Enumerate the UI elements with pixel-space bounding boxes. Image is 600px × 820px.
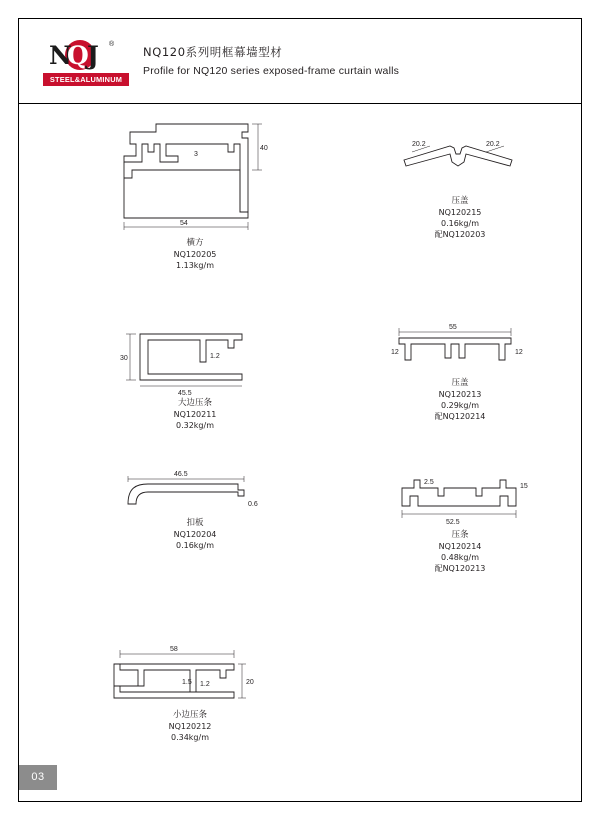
- caption-name-nq120204: 扣板: [186, 518, 204, 528]
- caption-code-nq120205: NQ120205: [173, 250, 217, 259]
- caption-code-nq120204: NQ120204: [173, 530, 217, 539]
- caption-weight-nq120215: 0.16kg/m: [440, 219, 479, 228]
- logo-letter-3: J: [87, 41, 98, 70]
- dim-width-nq120212: 58: [170, 646, 178, 653]
- figure-nq120204: [110, 470, 280, 551]
- dim-height-nq120211: 30: [120, 355, 128, 362]
- caption-name-nq120205: 横方: [186, 238, 204, 248]
- dim-thickness-nq120212: 1.2: [200, 681, 210, 688]
- drawing-nq120211: [110, 318, 280, 398]
- drawing-nq120213: [385, 318, 535, 378]
- caption-nq120212: [100, 710, 280, 743]
- caption-match-nq120214: 配NQ120213: [434, 564, 486, 573]
- drawing-nq120215: [390, 140, 530, 196]
- caption-code-nq120211: NQ120211: [173, 410, 217, 419]
- drawing-nq120214: [380, 470, 540, 530]
- caption-name-nq120215: 压盖: [451, 196, 469, 206]
- caption-weight-nq120204: 0.16kg/m: [175, 541, 214, 550]
- dim-left-nq120214: 2.5: [424, 479, 434, 486]
- dim-inner-nq120205: 3: [194, 151, 198, 158]
- figure-nq120215: [390, 140, 530, 240]
- caption-code-nq120215: NQ120215: [438, 208, 482, 217]
- dim-inner-nq120212: 1.5: [182, 679, 192, 686]
- logo-trademark-symbol: ®: [109, 41, 115, 48]
- caption-code-nq120214: NQ120214: [438, 542, 482, 551]
- dim-height-nq120212: 20: [246, 679, 254, 686]
- figure-nq120212: [100, 640, 280, 743]
- drawing-nq120212: [100, 640, 280, 710]
- figure-nq120205: [110, 118, 280, 271]
- caption-nq120211: [110, 398, 280, 431]
- dim-right-nq120214: 15: [520, 483, 528, 490]
- caption-nq120215: [390, 196, 530, 240]
- caption-nq120213: [385, 378, 535, 422]
- dim-width-nq120214: 52.5: [446, 519, 460, 526]
- dim-left-nq120213: 12: [391, 349, 399, 356]
- dim-right-nq120213: 12: [515, 349, 523, 356]
- caption-match-nq120215: 配NQ120203: [434, 230, 486, 239]
- page-title-en: Profile for NQ120 series exposed-frame curtain walls: [143, 65, 400, 77]
- brand-logo: [43, 39, 129, 87]
- dim-thickness-nq120211: 1.2: [210, 353, 220, 360]
- dim-height-nq120205: 40: [260, 145, 268, 152]
- caption-code-nq120212: NQ120212: [168, 722, 212, 731]
- page-number: 03: [19, 765, 57, 790]
- logo-letter-1: N: [49, 41, 71, 70]
- caption-nq120214: [380, 530, 540, 574]
- caption-code-nq120213: NQ120213: [438, 390, 482, 399]
- dim-height-nq120204: 0.6: [248, 501, 258, 508]
- dim-left-nq120215: 20.2: [412, 141, 426, 148]
- caption-weight-nq120214: 0.48kg/m: [440, 553, 479, 562]
- caption-name-nq120211: 大边压条: [177, 398, 212, 408]
- figure-nq120214: [380, 470, 540, 574]
- dim-width-nq120204: 46.5: [174, 471, 188, 478]
- logo-mark-icon: [49, 39, 115, 73]
- caption-weight-nq120213: 0.29kg/m: [440, 401, 479, 410]
- dim-right-nq120215: 20.2: [486, 141, 500, 148]
- figure-nq120213: [385, 318, 535, 422]
- caption-name-nq120214: 压条: [451, 530, 469, 540]
- page-header: [19, 19, 581, 104]
- dim-width-nq120205: 54: [180, 220, 188, 227]
- logo-letter-2: Q: [67, 41, 88, 70]
- dim-width-nq120213: 55: [449, 324, 457, 331]
- caption-nq120205: [110, 238, 280, 271]
- caption-weight-nq120205: 1.13kg/m: [175, 261, 214, 270]
- figure-nq120211: [110, 318, 280, 431]
- dim-width-nq120211: 45.5: [178, 390, 192, 397]
- caption-weight-nq120212: 0.34kg/m: [170, 733, 209, 742]
- caption-name-nq120212: 小边压条: [172, 710, 207, 720]
- drawing-nq120204: [110, 470, 280, 520]
- caption-match-nq120213: 配NQ120214: [434, 412, 486, 421]
- caption-name-nq120213: 压盖: [451, 378, 469, 388]
- page-title-cn: NQ120系列明框幕墙型材: [143, 45, 283, 59]
- drawing-nq120205: [110, 118, 280, 238]
- caption-nq120204: [110, 518, 280, 551]
- logo-wordmark: STEEL&ALUMINUM: [43, 73, 129, 86]
- caption-weight-nq120211: 0.32kg/m: [175, 421, 214, 430]
